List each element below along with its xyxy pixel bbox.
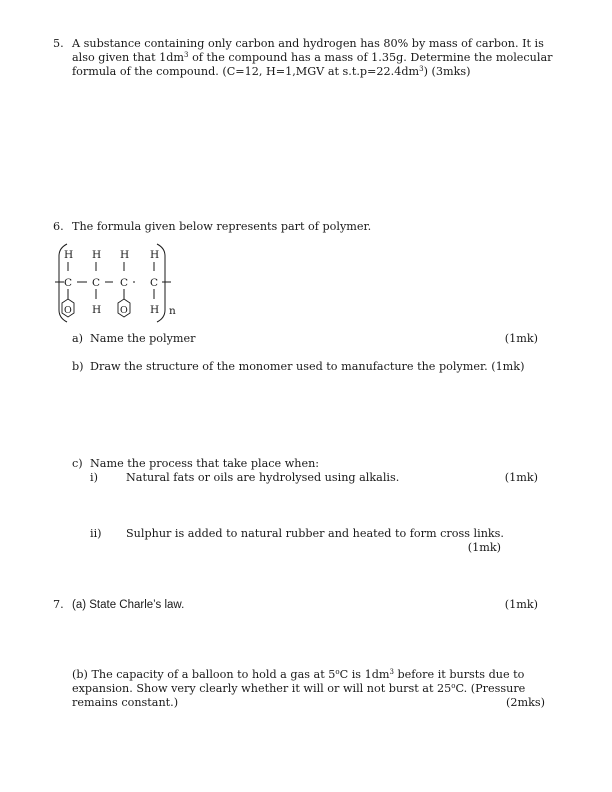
- polymer-structure-right: [135, 242, 185, 324]
- sub-question-text: Name the process that take place when:: [90, 457, 320, 470]
- atom-h-top: H: [92, 249, 102, 261]
- superscript: 3: [184, 51, 189, 59]
- sub-question-label: c): [72, 457, 83, 470]
- superscript: 3: [389, 668, 394, 676]
- atom-h-top: H: [120, 249, 130, 261]
- question-text-line: [72, 682, 525, 696]
- text-fragment: of the compound has a mass of 1.35g. Determine the molecular: [188, 51, 553, 64]
- sub-question-label: i): [90, 471, 98, 484]
- degree-superscript: o: [451, 682, 456, 690]
- question-intro: The formula given below represents part of polymer.: [72, 220, 372, 233]
- text-fragment: C is 1dm: [339, 668, 390, 681]
- question-text-line: A substance containing only carbon and hydrogen has 80% by mass of carbon. It is: [72, 37, 544, 50]
- sub-question-text: (a) State Charle’s law.: [72, 599, 185, 611]
- polymer-structure: [55, 242, 135, 324]
- sub-question-label: b): [72, 360, 84, 373]
- sub-question-label: a): [72, 332, 84, 345]
- text-fragment: C. (Pressure: [455, 682, 526, 695]
- marks-label: (1mk): [504, 598, 538, 611]
- atom-h-top: H: [150, 249, 160, 261]
- superscript: 3: [419, 65, 424, 73]
- text-fragment: ) (3mks): [423, 65, 471, 78]
- marks-label: (1mk): [467, 541, 501, 554]
- marks-label: (1mk): [504, 332, 538, 345]
- question-number: 7.: [53, 598, 64, 611]
- marks-label: (1mk): [504, 471, 538, 484]
- sub-question-text: Sulphur is added to natural rubber and heated to form cross links.: [126, 527, 504, 540]
- atom-c: C: [92, 277, 101, 289]
- text-fragment: expansion. Show very clearly whether it will or will not burst at 25: [72, 682, 452, 695]
- question-text-line: [72, 51, 552, 65]
- text-fragment: also given that 1dm: [72, 51, 185, 64]
- repeat-subscript: n: [169, 305, 176, 317]
- sub-question-label: ii): [90, 527, 102, 540]
- atom-o: O: [64, 305, 72, 316]
- question-text-line: [72, 65, 470, 79]
- atom-h-bottom: H: [92, 304, 102, 316]
- text-fragment: formula of the compound. (C=12, H=1,MGV at s.t.p=22.4dm: [72, 65, 420, 78]
- question-text-line: [72, 668, 524, 682]
- marks-label: (2mks): [506, 696, 545, 709]
- sub-question-text: Name the polymer: [90, 332, 196, 345]
- text-fragment: before it bursts due to: [393, 668, 525, 681]
- atom-c: C: [64, 277, 73, 289]
- atom-c: C: [120, 277, 129, 289]
- atom-h-top: H: [64, 249, 74, 261]
- sub-question-text: Natural fats or oils are hydrolysed using alkalis.: [126, 471, 400, 484]
- text-fragment: (b) The capacity of a balloon to hold a gas at 5: [72, 668, 336, 681]
- question-text-line: remains constant.): [72, 696, 179, 709]
- degree-superscript: o: [335, 668, 340, 676]
- atom-c: C: [150, 277, 159, 289]
- atom-o: O: [120, 305, 128, 316]
- atom-h-bottom: H: [150, 304, 160, 316]
- question-number: 5.: [53, 37, 64, 50]
- question-number: 6.: [53, 220, 64, 233]
- sub-question-text: Draw the structure of the monomer used to manufacture the polymer. (1mk): [90, 360, 525, 373]
